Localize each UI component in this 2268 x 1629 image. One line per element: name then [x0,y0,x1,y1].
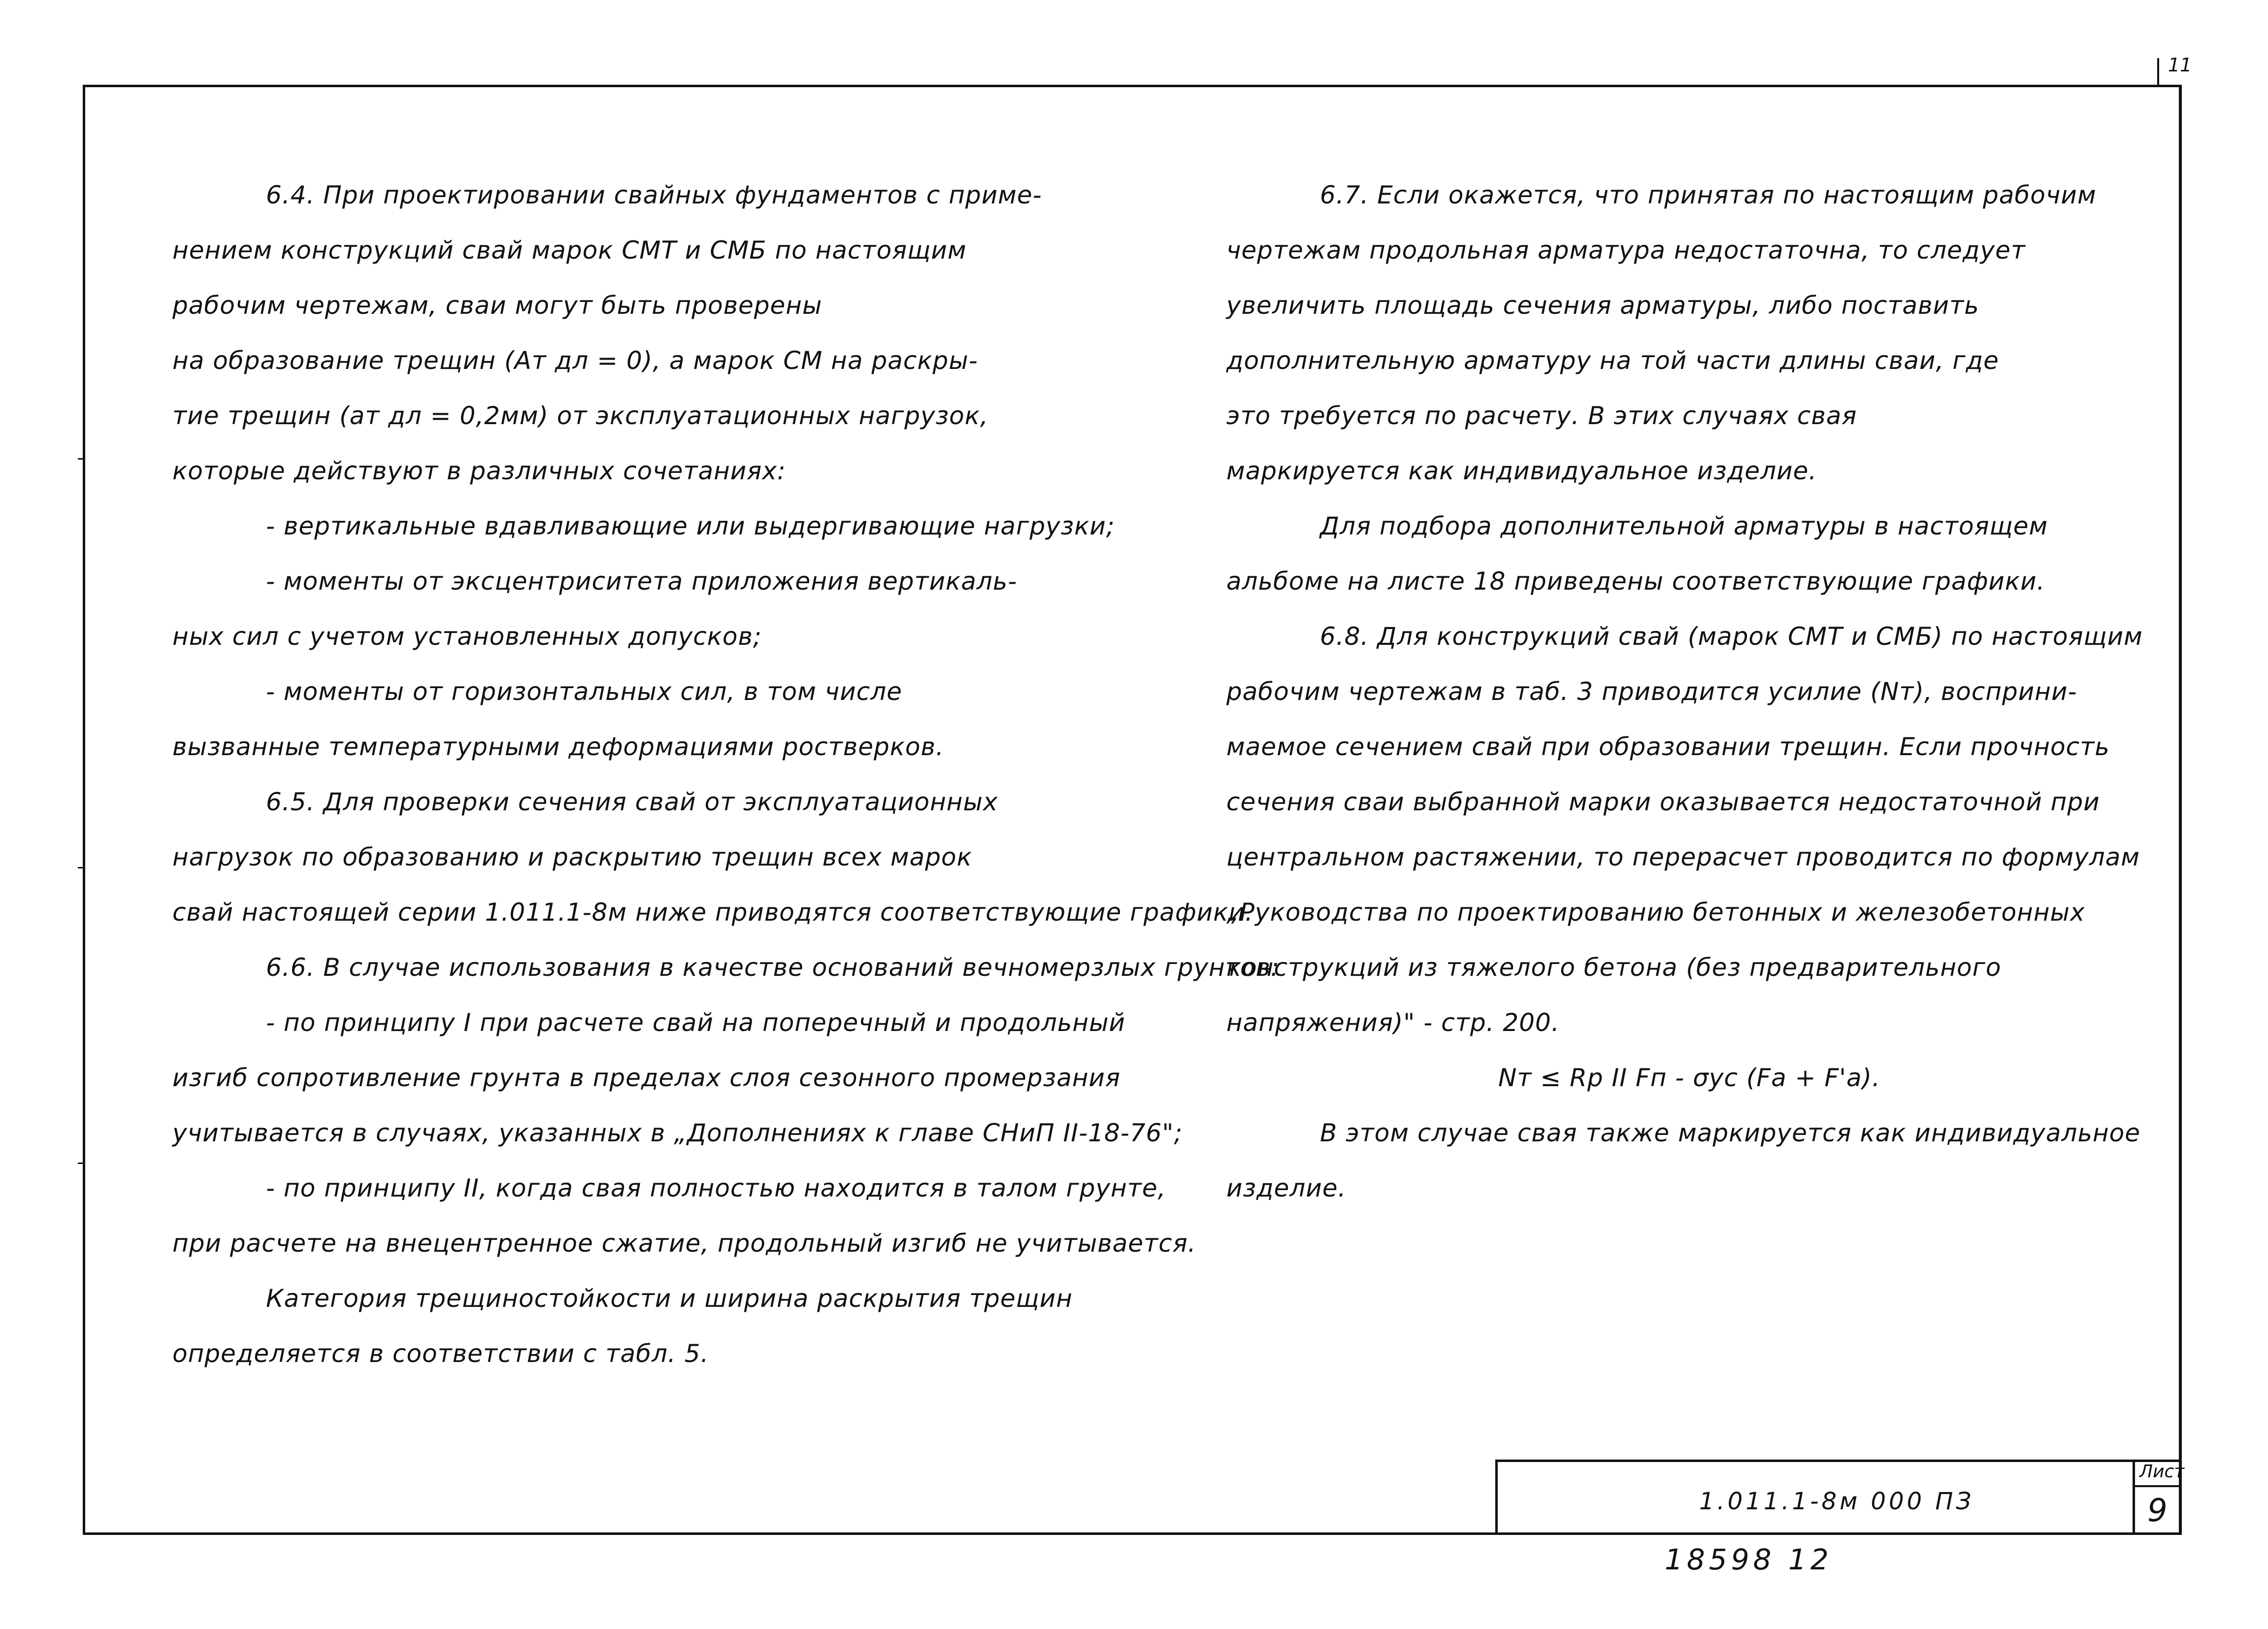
text-line: ных сил с учетом установленных допусков; [172,622,762,651]
text-line: - по принципу I при расчете свай на поперечный и продольный [266,1008,1126,1037]
text-line: дополнительную арматуру на той части длины сваи, где [1226,346,1999,375]
text-line: 6.7. Если окажется, что принятая по настоящим рабочим [1320,181,2097,209]
text-line: нением конструкций свай марок СМТ и СМБ по настоящим [172,236,967,265]
margin-tick [78,458,85,460]
text-line: на образование трещин (Ат дл = 0), а марок СМ на раскры- [172,346,978,375]
text-line: „Руководства по проектированию бетонных и железобетонных [1226,898,2085,927]
margin-tick [78,867,85,868]
text-line: - моменты от эксцентриситета приложения вертикаль- [266,567,1018,596]
text-line: которые действуют в различных сочетаниях: [172,457,786,485]
text-line: маркируется как индивидуальное изделие. [1226,457,1817,485]
sheet-label: Лист [2139,1462,2185,1482]
text-line: центральном растяжении, то перерасчет проводится по формулам [1226,843,2140,871]
text-line: при расчете на внецентренное сжатие, продольный изгиб не учитывается. [172,1229,1196,1258]
text-line: - по принципу II, когда свая полностью находится в талом грунте, [266,1174,1166,1202]
text-line: вызванные температурными деформациями ростверков. [172,732,944,761]
text-line: рабочим чертежам в таб. 3 приводится усилие (Nт), восприни- [1226,677,2077,706]
text-line: Nт ≤ Rр II Fп - σус (Fа + F'а). [1498,1064,1881,1092]
text-line: 6.6. В случае использования в качестве оснований вечномерзлых грунтов: [266,953,1280,982]
frame-extension [2157,58,2159,87]
text-line: Категория трещиностойкости и ширина раскрытия трещин [266,1284,1073,1313]
text-line: 6.4. При проектировании свайных фундаментов с приме- [266,181,1042,209]
text-line: это требуется по расчету. В этих случаях свая [1226,401,1857,430]
text-line: сечения сваи выбранной марки оказывается недостаточной при [1226,788,2100,816]
text-line: напряжения)" - стр. 200. [1226,1008,1560,1037]
left-text-column [172,167,1280,1381]
text-line: нагрузок по образованию и раскрытию трещин всех марок [172,843,972,871]
text-line: альбоме на листе 18 приведены соответствующие графики. [1226,567,2045,596]
corner-page-number: 11 [2168,54,2192,76]
text-line: Для подбора дополнительной арматуры в настоящем [1320,512,2048,540]
text-line: - моменты от горизонтальных сил, в том числе [266,677,902,706]
text-line: изгиб сопротивление грунта в пределах слоя сезонного промерзания [172,1064,1121,1092]
text-line: конструкций из тяжелого бетона (без предварительного [1226,953,2002,982]
text-line: увеличить площадь сечения арматуры, либо поставить [1226,291,1979,320]
sheet-box-divider [2135,1485,2182,1487]
text-line: 6.5. Для проверки сечения свай от эксплуатационных [266,788,998,816]
margin-tick [78,1163,85,1164]
text-line: маемое сечением свай при образовании трещин. Если прочность [1226,732,2110,761]
text-line: чертежам продольная арматура недостаточна, то следует [1226,236,2026,265]
text-line: учитывается в случаях, указанных в „Дополнениях к главе СНиП II-18-76"; [172,1119,1183,1147]
text-line: 6.8. Для конструкций свай (марок СМТ и СМБ) по настоящим [1320,622,2143,651]
text-line: изделие. [1226,1174,1347,1202]
text-line: свай настоящей серии 1.011.1-8м ниже приводятся соответствующие графики. [172,898,1253,927]
text-line: определяется в соответствии с табл. 5. [172,1339,709,1368]
text-line: рабочим чертежам, сваи могут быть проверены [172,291,822,320]
text-line: - вертикальные вдавливающие или выдергивающие нагрузки; [266,512,1115,540]
sheet-number: 9 [2147,1493,2168,1529]
right-text-column [1226,167,2152,1216]
text-line: В этом случае свая также маркируется как индивидуальное [1320,1119,2140,1147]
text-line: тие трещин (ат дл = 0,2мм) от эксплуатационных нагрузок, [172,401,988,430]
document-code: 1.011.1-8м 000 ПЗ [1699,1488,1974,1515]
inventory-number: 18598 12 [1665,1543,1833,1576]
